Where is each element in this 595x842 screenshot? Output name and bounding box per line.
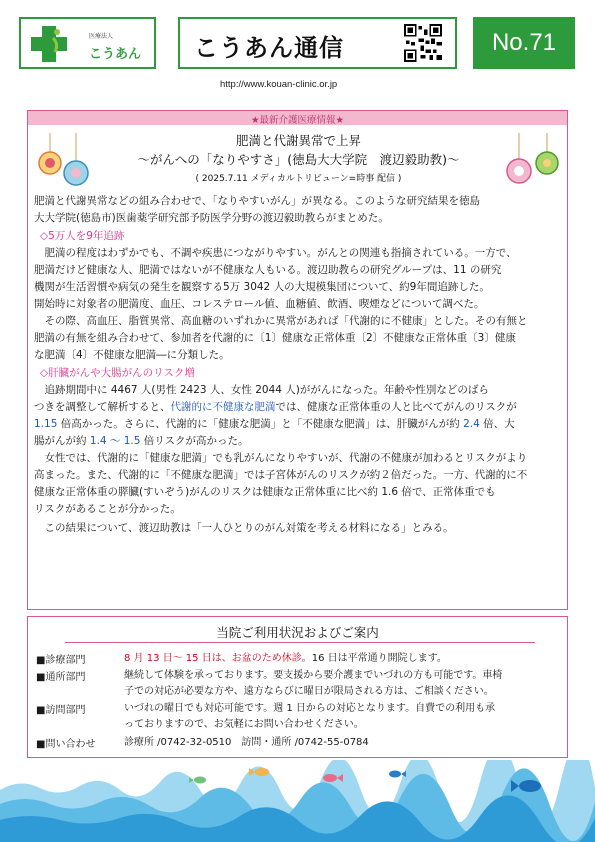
- clinic-dept-text: [124, 651, 554, 667]
- logo-corp-label: 医療法人: [89, 33, 114, 40]
- news-panel: [27, 110, 568, 610]
- holiday-notice: 8 月 13 日～ 15 日は、お盆のため休診。: [124, 653, 312, 664]
- visit-dept-text-1: いづれの曜日でも対応可能です。週 1 日からの対応となります。自費での利用も承: [124, 703, 496, 714]
- clinic-dept-label: ■診療部門: [36, 655, 86, 666]
- article-line: [34, 416, 564, 433]
- daycare-dept-text-2: 子での対応が必要な方や、遠方ならびに曜日が限局される方は、ご相談ください。: [124, 686, 494, 697]
- info-title: 当院ご利用状況およびご案内: [216, 625, 379, 640]
- article-line: 開始時に対象者の肥満度、血圧、コレステロール値、血糖値、飲酒、喫煙などについて調べた。: [34, 298, 485, 310]
- article-text: 倍高かった。さらに、代謝的に「健康な肥満」と「不健康な肥満」は、肝臓がんが約: [57, 418, 464, 430]
- article-line: 肥満だけど健康な人、肥満ではないが不健康な人もいる。渡辺助教らの研究グループは、11 の研究: [34, 264, 502, 276]
- article-line: 大大学院(徳島市)医歯薬学研究部予防医学分野の渡辺毅助教らがまとめた。: [34, 212, 389, 224]
- clinic-info-panel: [27, 616, 568, 758]
- article-subtitle: ～がんへの「なりやすさ」(徳島大大学院 渡辺毅助教)～: [137, 152, 460, 167]
- article-line: [34, 433, 564, 450]
- visit-dept-text-2: っておりますので、お気軽にお問い合わせください。: [124, 719, 364, 730]
- section-heading: ◇肝臓がんや大腸がんのリスク増: [40, 367, 195, 379]
- article-line: 女性では、代謝的に「健康な肥満」でも乳がんになりやすいが、代謝の不健康が加わるとリスクがより: [34, 452, 528, 464]
- clinic-url-link[interactable]: http://www.kouan-clinic.or.jp: [220, 79, 338, 90]
- article-line: リスクがあることが分かった。: [34, 503, 181, 515]
- news-band: [28, 111, 567, 125]
- article-text: では、健康な正常体重の人と比べてがんのリスクが: [275, 401, 517, 413]
- highlight-value: 1.4 ～ 1.5: [89, 435, 141, 447]
- info-divider: [65, 642, 535, 643]
- article-source: ( 2025.7.11 メディカルトリビューン=時事 配信 ): [195, 174, 402, 184]
- article-line: 肥満の有無を組み合わせて、参加者を代謝的に〔1〕健康な正常体重〔2〕不健康な正常体重〔3〕健康: [34, 332, 516, 344]
- highlight-value: 2.4: [463, 418, 480, 430]
- issue-number-box: [473, 17, 575, 69]
- highlight-value: 1.15: [34, 418, 58, 430]
- highlight-unhealthy-obesity: 代謝的に不健康な肥満: [170, 401, 276, 413]
- daycare-dept-label: ■通所部門: [36, 672, 86, 683]
- clinic-cross-logo-icon: [29, 24, 69, 64]
- article-title: 肥満と代謝異常で上昇: [235, 133, 361, 148]
- qr-code-icon[interactable]: [404, 24, 442, 62]
- logo-name: こうあん: [89, 47, 142, 62]
- newsletter-title-box: [178, 17, 457, 69]
- article-text: 腸がんが約: [34, 435, 90, 447]
- article-line: その際、高血圧、脂質異常、高血糖のいずれかに異常があれば「代謝的に不健康」とした。その有無と: [34, 315, 528, 327]
- visit-dept-label: ■訪問部門: [36, 705, 86, 716]
- reopen-notice: 16 日は平常通り開院します。: [311, 653, 447, 664]
- daycare-dept-text-1: 継続して体験を承っております。要支援から要介護までいづれの方も可能です。車椅: [124, 670, 503, 681]
- section-heading: ◇5万人を9年追跡: [40, 230, 125, 242]
- article-text: 倍、大: [479, 418, 515, 430]
- article-text: 倍リスクが高かった。: [140, 435, 249, 447]
- logo-box: [19, 17, 156, 69]
- article-line: 機関が生活習慣や病気の発生を観察する5万 3042 人の大規模集団について、約9年間追跡した。: [34, 281, 490, 293]
- article-text: つきを調整して解析すると、: [34, 401, 171, 413]
- article-line: 追跡期間中に 4467 人(男性 2423 人、女性 2044 人)ががんになった。年齢や性別などのばら: [34, 384, 489, 396]
- issue-number: No.71: [491, 29, 557, 56]
- article-line: [34, 399, 564, 416]
- contact-phone-numbers[interactable]: 診療所 /0742-32-0510 訪問・通所 /0742-55-0784: [124, 737, 369, 748]
- article-line: この結果について、渡辺助教は「一人ひとりのがん対策を考える材料になる」とみる。: [34, 522, 454, 534]
- article-line: な肥満〔4〕不健康な肥満―に分類した。: [34, 349, 230, 361]
- article-line: 肥満の程度はわずかでも、不調や疾患につながりやすい。がんとの関連も指摘されている。一方で、: [34, 247, 517, 259]
- article-line: 健康な正常体重の膵臓(すいぞう)がんのリスクは健康な正常体重に比べ約 1.6 倍で、正常体重でも: [34, 486, 496, 498]
- article-line: 肥満と代謝異常などの組み合わせで、「なりやすいがん」が異なる。このような研究結果を徳島: [34, 195, 481, 207]
- article-line: 高まった。また、代謝的に「不健康な肥満」では子宮体がんのリスクが約２倍だった。一方、代謝的に不: [34, 469, 528, 481]
- news-band-label: ★最新介護医療情報★: [250, 115, 345, 126]
- sea-waves-decoration: [0, 760, 595, 842]
- newsletter-title: こうあん通信: [194, 34, 344, 62]
- contact-label: ■問い合わせ: [36, 739, 96, 750]
